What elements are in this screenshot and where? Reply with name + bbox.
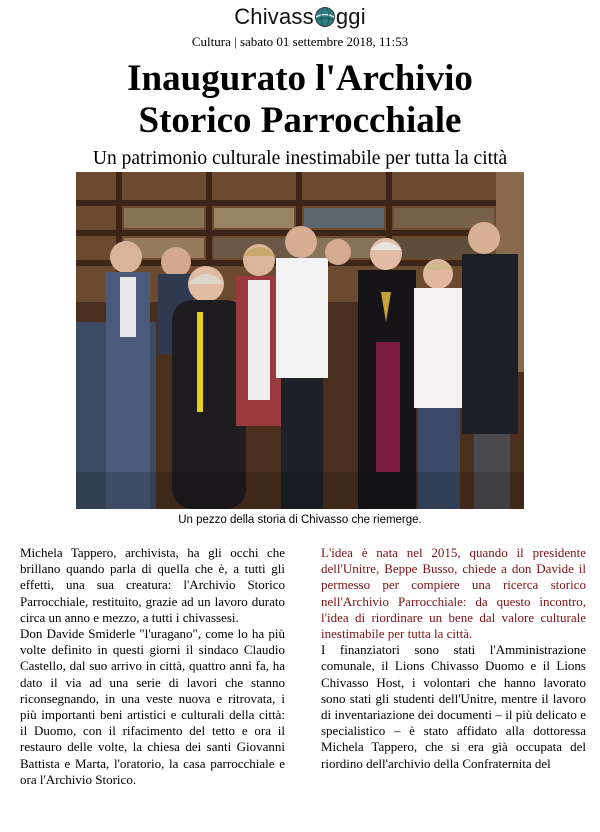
logo-text-left: Chivass <box>234 4 314 29</box>
globe-icon <box>315 7 335 27</box>
article-subheadline: Un patrimonio culturale inestimabile per tutta la città <box>92 148 508 169</box>
article-paragraph: I finanziatori sono stati l'Amministrazione comunale, il Lions Chivasso Duomo e il Lions Chivasso Host, i volontari che hanno lavorato sono stati gli studenti dell'Unitre, mentre il lavoro di inventariazione dei documenti – il più delicato e specialistico – è stato affidato alla dottoressa Michela Tappero, che si era già occupata del riordino dell'archivio della Confraternita del <box>321 642 586 771</box>
headline-line-1: Inaugurato l'Archivio <box>127 58 473 99</box>
article-column-right <box>321 545 586 772</box>
group-photo-illustration <box>76 172 524 509</box>
dateline: Cultura | sabato 01 settembre 2018, 11:53 <box>191 34 409 49</box>
headline-line-2: Storico Parrocchiale <box>138 100 462 141</box>
masthead <box>0 4 600 30</box>
article-paragraph: Don Davide Smiderle "l'uragano", come lo ha più volte definito in questi giorni il sindaco Claudio Castello, dal suo arrivo in città, quattro anni fa, ha dato il via ad una serie di lavori che stanno riconsegnando, in una veste nuova e ritrovata, i più importanti beni artistici e culturali della città: il Duomo, con il rifacimento del tetto e ora il restauro delle volte, la chiesa dei santi Giovanni Battista e Marta, l'oratorio, la casa parrocchiale e ora l'Archivio Storico. <box>20 626 285 787</box>
photo-caption: Un pezzo della storia di Chivasso che riemerge. <box>178 514 422 526</box>
article-headline <box>0 58 600 142</box>
article-highlight-paragraph: L'idea è nata nel 2015, quando il presidente dell'Unitre, Beppe Busso, chiede a don Davide il permesso per compiere una ricerca storico nell'Archivio Parrocchiale: da questo incontro, l'idea di riordinare un bene dal valore culturale inestimabile per tutta la città. <box>321 545 586 642</box>
article-paragraph: Michela Tappero, archivista, ha gli occhi che brillano quando parla di quella che è, a tutti gli effetti, una sua creatura: l'Archivio Storico Parrocchiale, restituito, grazie ad un lavoro durato circa un anno e mezzo, a tutti i chivassesi. <box>20 545 285 625</box>
article-column-left <box>20 545 285 788</box>
site-logo[interactable] <box>234 4 366 30</box>
article-photo <box>76 172 524 509</box>
logo-text-right: ggi <box>335 4 366 29</box>
